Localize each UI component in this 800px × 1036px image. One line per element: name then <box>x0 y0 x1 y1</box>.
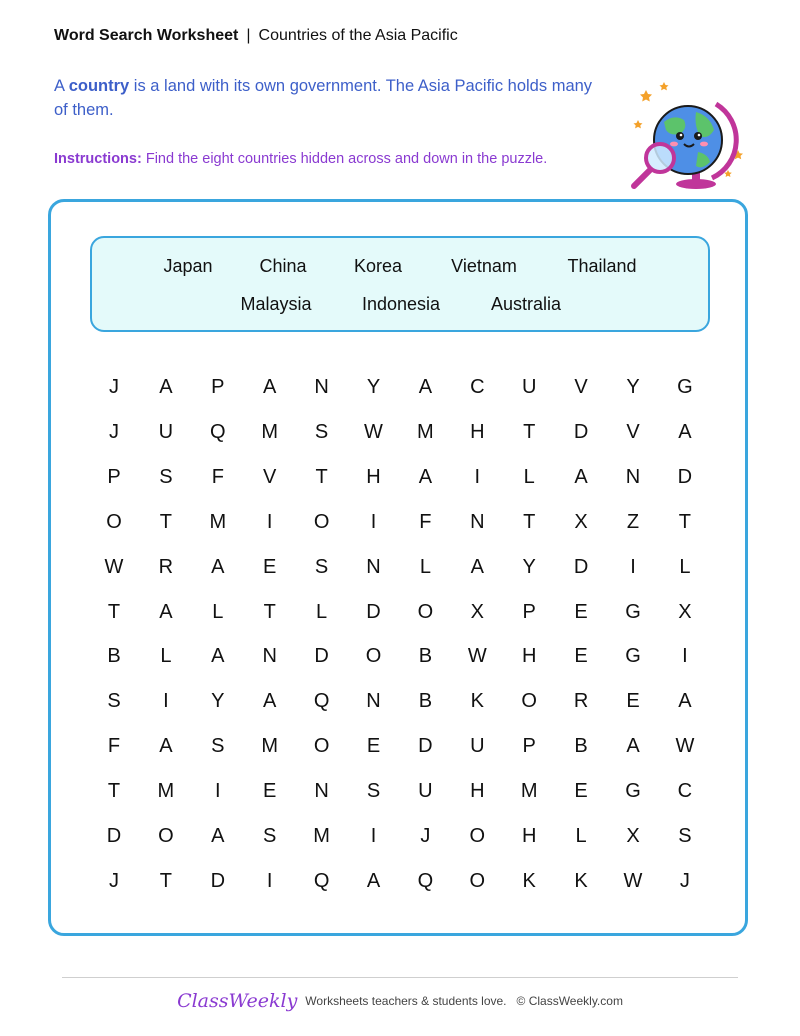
grid-letter: T <box>159 869 172 892</box>
grid-letter: M <box>313 825 330 847</box>
grid-letter: W <box>623 869 643 892</box>
grid-letter: A <box>159 376 173 398</box>
grid-letter: T <box>315 465 328 488</box>
grid-letter: E <box>263 780 277 803</box>
grid-letter: P <box>522 600 536 623</box>
footer-divider <box>62 977 738 978</box>
grid-letter: X <box>678 600 692 623</box>
grid-letter: S <box>263 825 277 847</box>
grid-letter: N <box>314 780 329 803</box>
grid-letter: N <box>314 376 329 398</box>
worksheet-header <box>54 27 458 45</box>
grid-letter: A <box>263 376 277 398</box>
word-bank-item: Japan <box>163 256 213 276</box>
grid-letter: Y <box>522 555 536 578</box>
header-separator: | <box>246 27 251 44</box>
grid-letter: Y <box>366 376 381 398</box>
instructions <box>54 151 547 167</box>
grid-letter: A <box>159 735 173 758</box>
grid-letter: Q <box>313 690 330 713</box>
grid-letter: H <box>521 825 537 847</box>
grid-letter: I <box>682 645 688 668</box>
grid-letter: P <box>522 735 536 758</box>
grid-letter: C <box>470 376 485 398</box>
grid-letter: E <box>263 555 277 578</box>
grid-letter: F <box>107 735 121 758</box>
grid-letter: A <box>574 465 588 488</box>
grid-letter: L <box>419 555 431 578</box>
grid-letter: X <box>470 600 484 623</box>
grid-letter: V <box>626 420 640 443</box>
grid-letter: A <box>366 869 381 892</box>
grid-letter: A <box>418 376 433 398</box>
grid-letter: T <box>159 510 172 533</box>
grid-letter: J <box>109 869 119 892</box>
grid-letter: X <box>626 825 640 847</box>
footer <box>0 990 800 1012</box>
grid-letter: P <box>107 465 121 488</box>
grid-letter: Q <box>417 869 434 892</box>
grid-letter: Q <box>313 869 330 892</box>
grid-letter: R <box>158 555 174 578</box>
grid-letter: U <box>158 420 174 443</box>
grid-letter: K <box>522 869 536 892</box>
grid-letter: A <box>211 555 225 578</box>
word-bank-item: Indonesia <box>361 294 441 314</box>
grid-letter: E <box>574 645 588 668</box>
grid-letter: T <box>107 600 121 623</box>
grid-letter: W <box>467 645 487 668</box>
grid-letter: D <box>573 555 589 578</box>
grid-letter: I <box>370 825 377 847</box>
grid-letter: N <box>470 510 485 533</box>
grid-letter: S <box>159 465 173 488</box>
grid-letter: T <box>523 510 536 533</box>
grid-letter: A <box>211 825 225 847</box>
worksheet-title: Word Search Worksheet <box>54 27 239 44</box>
grid-letter: J <box>109 376 119 398</box>
grid-letter: S <box>678 825 692 847</box>
grid-letter: T <box>523 420 536 443</box>
grid-letter: N <box>625 465 641 488</box>
grid-letter: B <box>574 735 588 758</box>
grid-letter: L <box>316 600 328 623</box>
word-bank-item: Thailand <box>567 256 637 276</box>
grid-letter: G <box>625 780 641 803</box>
grid-letter: H <box>366 465 381 488</box>
grid-letter: I <box>163 690 169 713</box>
grid-letter: F <box>211 465 224 488</box>
grid-letter: L <box>575 825 587 847</box>
grid-letter: O <box>521 690 537 713</box>
grid-letter: N <box>366 690 381 713</box>
grid-letter: G <box>625 645 641 668</box>
grid-letter: O <box>106 510 122 533</box>
grid-letter: E <box>366 735 381 758</box>
grid-letter: F <box>419 510 432 533</box>
grid-letter: I <box>266 869 273 892</box>
grid-letter: A <box>470 555 484 578</box>
intro-keyword: country <box>68 77 130 95</box>
grid-letter: L <box>523 465 535 488</box>
grid-letter: E <box>574 600 588 623</box>
grid-letter: B <box>107 645 121 668</box>
intro-prefix: A <box>54 77 69 95</box>
grid-letter: W <box>104 555 124 578</box>
footer-tagline: Worksheets teachers & students love. <box>305 994 507 1008</box>
grid-letter: S <box>211 735 225 758</box>
grid-letter: D <box>314 645 329 668</box>
grid-letter: A <box>159 600 173 623</box>
intro-paragraph <box>54 74 594 122</box>
grid-letter: K <box>470 690 484 713</box>
worksheet-subtitle: Countries of the Asia Pacific <box>258 27 458 44</box>
grid-letter: I <box>266 510 273 533</box>
grid-letter: O <box>417 600 434 623</box>
word-bank <box>90 236 710 332</box>
grid-letter: I <box>474 465 481 488</box>
grid-letter: A <box>678 420 692 443</box>
grid-letter: Y <box>211 690 225 713</box>
word-bank-item: China <box>259 256 307 276</box>
grid-letter: D <box>418 735 433 758</box>
grid-letter: O <box>365 645 382 668</box>
grid-letter: J <box>679 869 690 892</box>
grid-letter: A <box>263 690 277 713</box>
grid-letter: M <box>520 780 538 803</box>
grid-letter: A <box>626 735 640 758</box>
grid-letter: O <box>469 825 486 847</box>
grid-letter: E <box>574 780 588 803</box>
grid-letter: O <box>469 869 486 892</box>
grid-letter: P <box>211 376 225 398</box>
grid-letter: N <box>366 555 381 578</box>
grid-letter: J <box>420 825 431 847</box>
grid-letter: V <box>263 465 277 488</box>
grid-letter: M <box>261 735 279 758</box>
grid-letter: O <box>313 510 330 533</box>
grid-letter: V <box>574 376 588 398</box>
grid-letter: E <box>626 690 640 713</box>
grid-letter: U <box>521 376 537 398</box>
grid-letter: H <box>470 420 485 443</box>
grid-letter: D <box>366 600 381 623</box>
grid-letter: S <box>314 420 329 443</box>
grid-letter: U <box>418 780 433 803</box>
grid-letter: G <box>677 376 693 398</box>
grid-letter: I <box>215 780 221 803</box>
grid-letter: T <box>107 780 121 803</box>
grid-letter: L <box>212 600 224 623</box>
grid-letter: K <box>574 869 588 892</box>
grid-letter: J <box>109 420 119 443</box>
word-bank-item: Australia <box>490 294 562 314</box>
instructions-label: Instructions: <box>54 151 142 167</box>
grid-letter: H <box>470 780 485 803</box>
intro-rest: is a land with its own government. The Asia Pacific holds many of them. <box>54 77 593 119</box>
grid-letter: O <box>313 735 330 758</box>
grid-letter: W <box>675 735 695 758</box>
grid-letter: S <box>314 555 329 578</box>
instructions-text: Find the eight countries hidden across and down in the puzzle. <box>141 151 548 167</box>
grid-letter: O <box>158 825 174 847</box>
grid-letter: A <box>678 690 692 713</box>
grid-letter: U <box>470 735 485 758</box>
grid-letter: S <box>107 690 121 713</box>
grid-letter: M <box>417 420 434 443</box>
grid-letter: L <box>160 645 172 668</box>
grid-letter: Q <box>210 420 226 443</box>
grid-letter: M <box>261 420 279 443</box>
grid-letter: D <box>210 869 226 892</box>
grid-letter: L <box>679 555 691 578</box>
word-bank-item: Vietnam <box>451 256 517 276</box>
grid-letter: D <box>677 465 693 488</box>
grid-letter: R <box>573 690 589 713</box>
grid-letter: N <box>262 645 277 668</box>
grid-letter: M <box>209 510 227 533</box>
grid-letter: M <box>157 780 175 803</box>
grid-letter: I <box>630 555 636 578</box>
grid-letter: H <box>521 645 537 668</box>
word-bank-item: Korea <box>353 256 403 276</box>
grid-letter: I <box>370 510 377 533</box>
grid-letter: X <box>574 510 588 533</box>
footer-copyright: © ClassWeekly.com <box>516 994 623 1008</box>
word-bank-item: Malaysia <box>240 294 312 314</box>
grid-letter: G <box>625 600 641 623</box>
grid-letter: A <box>418 465 433 488</box>
grid-letter: T <box>678 510 691 533</box>
grid-letter: C <box>677 780 693 803</box>
brand-logo: ClassWeekly <box>177 990 298 1012</box>
grid-letter: B <box>418 690 433 713</box>
grid-letter: S <box>366 780 381 803</box>
globe-with-magnifier-icon <box>628 82 748 192</box>
grid-letter: B <box>418 645 433 668</box>
grid-letter: D <box>106 825 122 847</box>
grid-letter: Y <box>626 376 640 398</box>
grid-letter: D <box>573 420 589 443</box>
grid-letter: W <box>364 420 383 443</box>
grid-letter: Z <box>626 510 640 533</box>
grid-letter: T <box>263 600 276 623</box>
grid-letter: A <box>211 645 225 668</box>
